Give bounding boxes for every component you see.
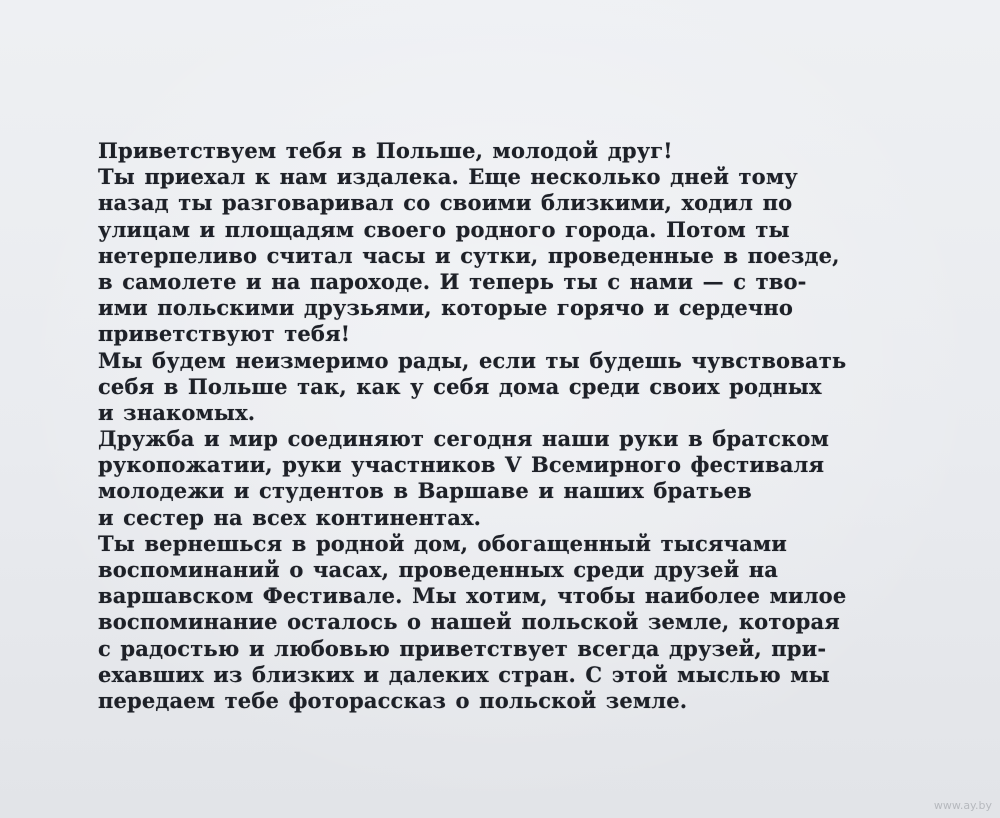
text-line: Ты вернешься в родной дом, обогащенный тысячами [98,530,787,556]
text-line: и знакомых. [98,399,256,425]
text-line: приветствуют тебя! [98,321,351,347]
text-line: Дружба и мир соединяют сегодня наши руки в братском [98,426,829,452]
site-watermark: www.ay.by [933,799,992,812]
text-line: варшавском Фестивале. Мы хотим, чтобы наиболее милое [98,583,847,609]
text-line: молодежи и студентов в Варшаве и наших братьев [98,478,752,504]
text-line: ими польскими друзьями, которые горячо и сердечно [98,295,794,321]
text-line: и сестер на всех континентах. [98,504,482,530]
text-line: воспоминание осталось о нашей польской земле, которая [98,609,840,635]
text-line: Ты приехал к нам издалека. Еще несколько дней тому [98,164,798,190]
text-line: нетерпеливо считал часы и сутки, проведенные в поезде, [98,242,840,268]
text-line: рукопожатии, руки участников V Всемирного фестиваля [98,452,825,478]
text-line: с радостью и любовью приветствует всегда друзей, при- [98,635,827,661]
greeting-text [98,138,904,714]
text-line: улицам и площадям своего родного города. Потом ты [98,216,790,242]
text-line: Приветствуем тебя в Польше, молодой друг! [98,138,673,163]
text-line: в самолете и на пароходе. И теперь ты с нами — с тво- [98,268,807,294]
text-line: назад ты разговаривал со своими близкими, ходил по [98,190,793,216]
text-line: себя в Польше так, как у себя дома среди своих родных [98,373,822,399]
text-line: ехавших из близких и далеких стран. С этой мыслью мы [98,661,830,687]
text-line: воспоминаний о часах, проведенных среди друзей на [98,557,779,582]
text-line: Мы будем неизмеримо рады, если ты будешь чувствовать [98,347,847,373]
text-line: передаем тебе фоторассказ о польской земле. [98,687,688,713]
